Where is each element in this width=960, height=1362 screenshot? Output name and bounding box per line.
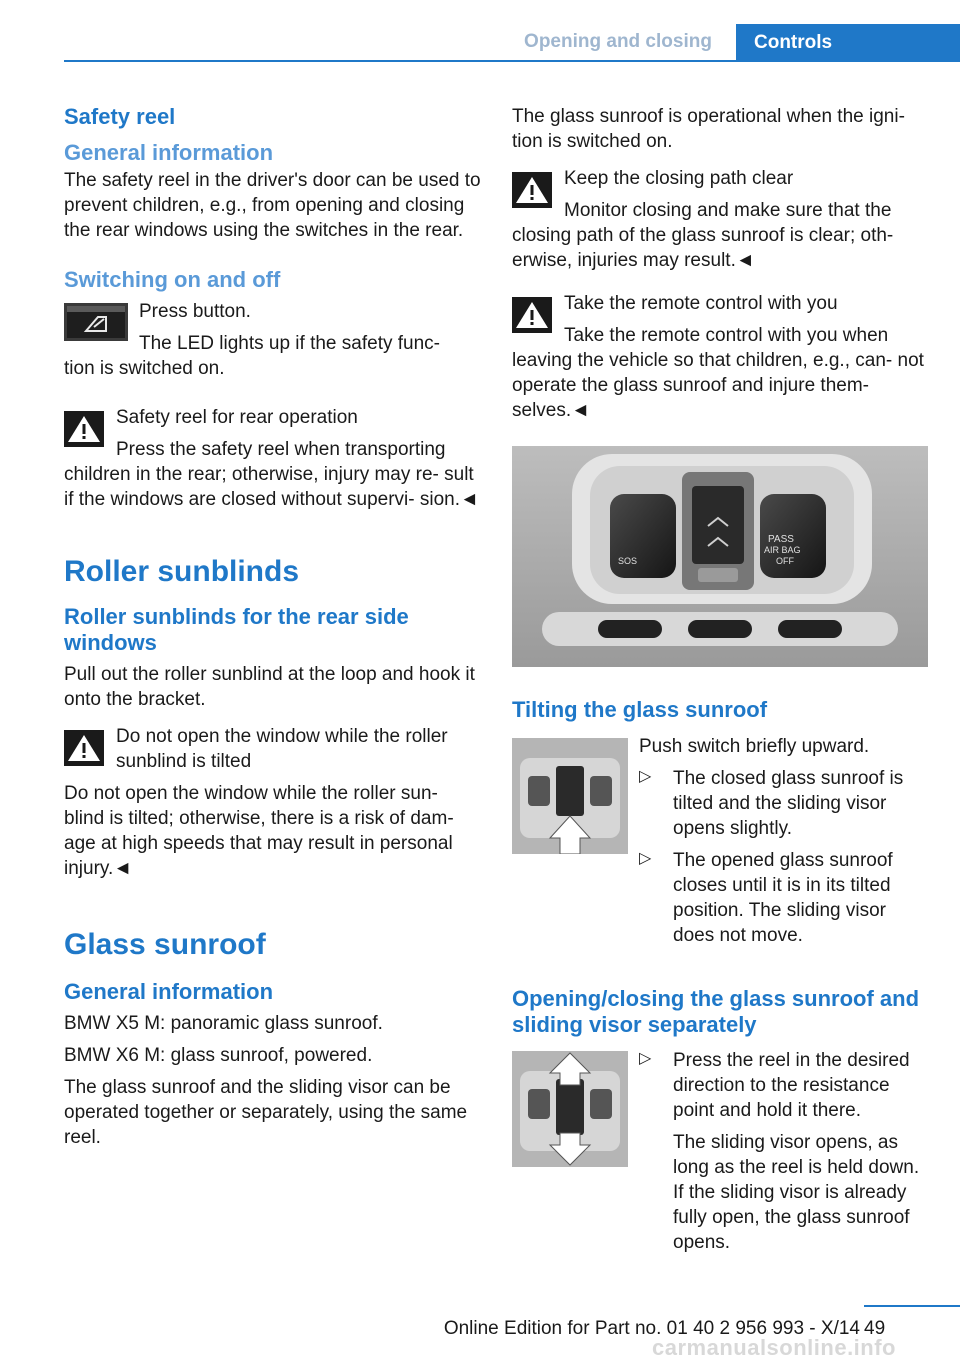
led-text-line2: tion is switched on. xyxy=(64,358,225,379)
safety-reel-button-icon xyxy=(64,303,128,341)
warning-closing-path-text-2: closing path of the glass sunroof is clear; oth- erwise, injuries may result.◄ xyxy=(512,225,894,271)
warning-remote-control xyxy=(512,291,928,423)
led-text-line1: The LED lights up if the safety func- xyxy=(139,333,440,354)
list-item xyxy=(639,1048,928,1255)
safety-button-block xyxy=(64,299,482,361)
operational-text: The glass sunroof is operational when the igni- tion is switched on. xyxy=(512,106,905,152)
roller-sunblinds-sub-heading: Roller sunblinds for the rear side windows xyxy=(64,604,409,655)
airbag-label: AIR BAG xyxy=(764,545,801,555)
warning-rear-operation-title: Safety reel for rear operation xyxy=(116,407,358,428)
opening-list xyxy=(639,1048,928,1255)
warning-remote-control-text-1: Take the remote control with you when xyxy=(564,325,889,346)
warning-triangle-icon xyxy=(64,411,104,447)
watermark: carmanualsonline.info xyxy=(652,1335,896,1360)
warning-roller-sunblind xyxy=(64,724,482,881)
triangle-bullet-icon: ▷ xyxy=(639,768,652,785)
header-chapter-tab[interactable]: Controls xyxy=(736,24,960,61)
safety-reel-heading: Safety reel xyxy=(64,104,176,129)
glass-x6-text: BMW X6 M: glass sunroof, powered. xyxy=(64,1045,373,1066)
tilting-item-text: The closed glass sunroof is tilted and the sliding visor opens slightly. xyxy=(673,768,904,839)
warning-remote-control-text-2: leaving the vehicle so that children, e.g., can- not operate the glass sunroof and injure them- selves.◄ xyxy=(512,350,924,421)
left-column xyxy=(64,104,482,1150)
list-item xyxy=(639,766,928,841)
footer-divider xyxy=(864,1305,960,1307)
warning-rear-operation-text-1: Press the safety reel when transporting xyxy=(116,439,446,460)
glass-general-information-heading: General information xyxy=(64,979,274,1004)
warning-roller-sunblind-text: Do not open the window while the roller sun- blind is tilted; otherwise, there is a risk of dam- age at high speeds that may result in personal injury.◄ xyxy=(64,783,454,879)
warning-rear-operation-text-2: children in the rear; otherwise, injury may re- sult if the windows are closed without supervi- sion.◄ xyxy=(64,464,479,510)
warning-rear-operation xyxy=(64,405,482,512)
warning-closing-path-text-1: Monitor closing and make sure that the xyxy=(564,200,892,221)
switching-heading: Switching on and off xyxy=(64,267,281,292)
tilting-list xyxy=(639,766,928,948)
off-label: OFF xyxy=(776,556,794,566)
triangle-bullet-icon: ▷ xyxy=(639,850,652,867)
opening-separately-heading: Opening/closing the glass sunroof and sliding visor separately xyxy=(512,986,920,1037)
press-button-text: Press button. xyxy=(139,301,251,322)
glass-sunroof-heading: Glass sunroof xyxy=(64,928,266,961)
roller-sunblinds-heading: Roller sunblinds xyxy=(64,555,300,588)
tilt-switch-image xyxy=(512,738,628,854)
glass-sunroof-text: The glass sunroof and the sliding visor can be operated together or separately, using the same reel. xyxy=(64,1077,468,1148)
warning-roller-sunblind-title: Do not open the window while the roller sunblind is tilted xyxy=(116,726,448,772)
warning-closing-path xyxy=(512,166,928,273)
glass-x5-text: BMW X5 M: panoramic glass sunroof. xyxy=(64,1013,383,1034)
triangle-bullet-icon: ▷ xyxy=(639,1050,652,1067)
roller-sunblinds-text: Pull out the roller sunblind at the loop and hook it onto the bracket. xyxy=(64,664,475,710)
pass-label: PASS xyxy=(768,534,794,545)
reel-direction-image xyxy=(512,1051,628,1167)
opening-item-text: Press the reel in the desired direction to the resistance point and hold it there. xyxy=(673,1050,910,1121)
warning-triangle-icon xyxy=(512,172,552,208)
sos-label: SOS xyxy=(618,556,638,566)
header-divider xyxy=(64,60,960,62)
header-section-tab[interactable]: Opening and closing xyxy=(524,31,712,52)
list-item xyxy=(639,848,928,948)
tilting-item-text: The opened glass sunroof closes until it is in its tilted position. The sliding visor does not move. xyxy=(673,850,893,946)
general-information-heading: General information xyxy=(64,140,274,165)
warning-closing-path-title: Keep the closing path clear xyxy=(564,168,794,189)
tilting-intro: Push switch briefly upward. xyxy=(639,736,870,757)
right-column xyxy=(512,104,928,423)
warning-remote-control-title: Take the remote control with you xyxy=(564,293,838,314)
general-information-text: The safety reel in the driver's door can be used to prevent children, e.g., from opening and closing the rear windows using the switches in the rear. xyxy=(64,170,481,241)
warning-triangle-icon xyxy=(512,297,552,333)
opening-follow-text: The sliding visor opens, as long as the reel is held down. If the sliding visor is already fully open, the glass sunroof opens. xyxy=(673,1132,920,1253)
page-number: 49 xyxy=(864,1318,886,1339)
warning-triangle-icon xyxy=(64,730,104,766)
tilting-heading: Tilting the glass sunroof xyxy=(512,697,768,722)
footer-edition: Online Edition for Part no. 01 40 2 956 993 - X/14 xyxy=(443,1318,860,1339)
overhead-control-panel-image xyxy=(512,446,928,667)
